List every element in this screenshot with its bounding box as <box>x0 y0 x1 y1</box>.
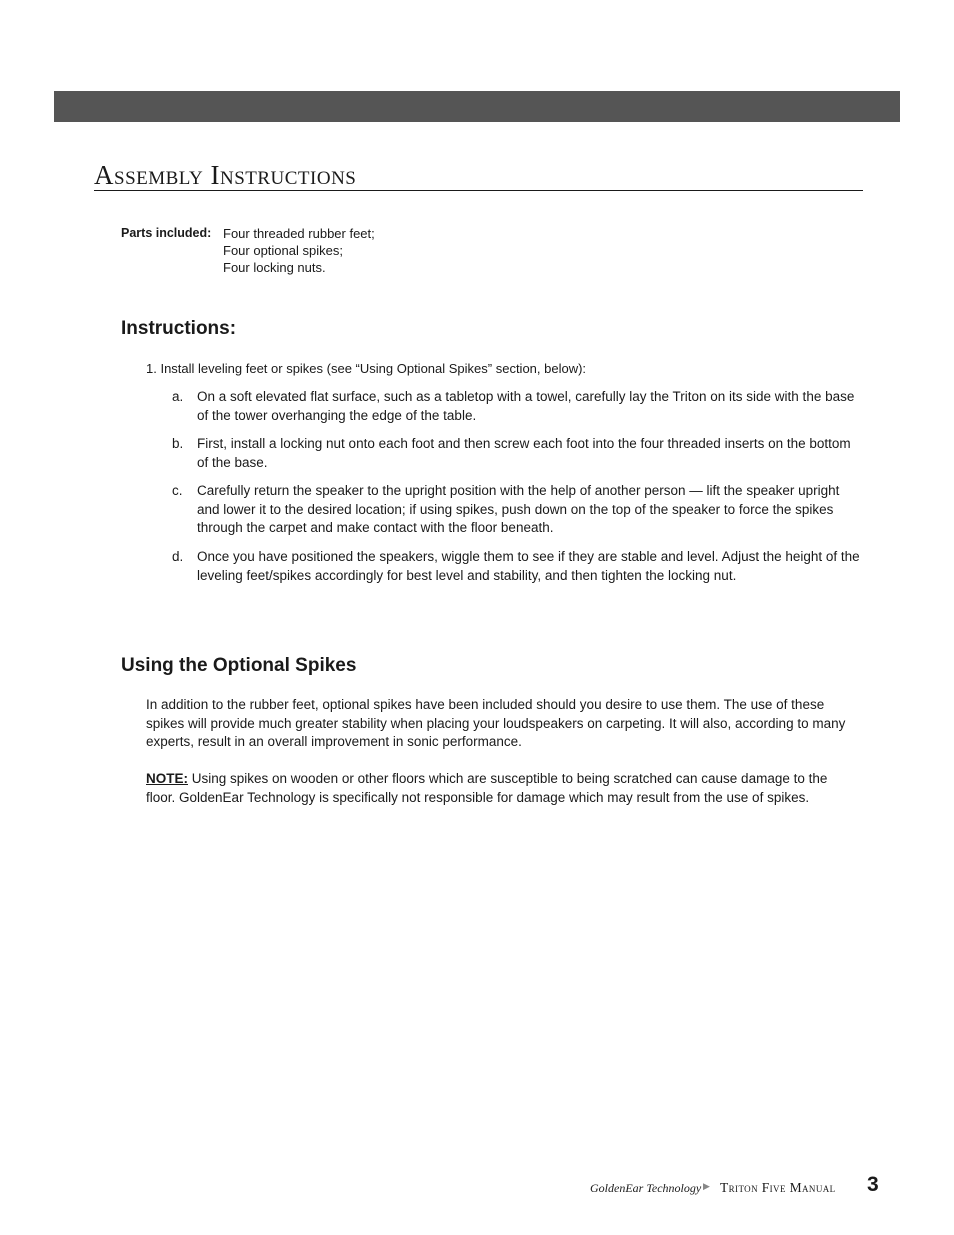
section-title: Assembly Instructions <box>94 160 863 191</box>
parts-item: Four threaded rubber feet; <box>223 226 375 241</box>
spikes-paragraph: In addition to the rubber feet, optional spikes have been included should you desire to use them. The use of these spikes will provide much greater stability when placing your loudspeakers on carpeting. It will also, according to many experts, result in an overall improvement in sonic performance. <box>146 697 846 749</box>
footer-brand: GoldenEar Technology <box>590 1181 702 1195</box>
instructions-heading: Instructions: <box>121 318 237 339</box>
triangle-right-icon: ▶ <box>703 1181 710 1191</box>
note-text: Using spikes on wooden or other floors which are susceptible to being scratched can cause damage to the floor. GoldenEar Technology is specifically not responsible for damage which may result from the use of spikes. <box>146 771 828 805</box>
note-label: NOTE: <box>146 771 188 786</box>
parts-list <box>223 225 375 276</box>
substep-text: On a soft elevated flat surface, such as a tabletop with a towel, carefully lay the Triton on its side with the base of the tower overhanging the edge of the table. <box>197 389 855 423</box>
substep-text: Carefully return the speaker to the upright position with the help of another person — lift the speaker upright and lower it to the desired location; if using spikes, push down on the top of the speaker to force the spikes through the carpet and make contact with the floor beneath. <box>197 483 840 535</box>
header-bar <box>54 91 900 122</box>
parts-item: Four optional spikes; <box>223 243 343 258</box>
parts-item: Four locking nuts. <box>223 260 326 275</box>
footer-manual-title: Triton Five Manual <box>720 1180 836 1195</box>
parts-label: Parts included: <box>121 226 212 240</box>
substep-letter: a. <box>172 389 184 404</box>
step-1: 1. Install leveling feet or spikes (see “Using Optional Spikes” section, below): <box>146 361 587 376</box>
substep-letter: c. <box>172 483 183 498</box>
note-paragraph <box>146 770 856 807</box>
page-number: 3 <box>867 1173 879 1196</box>
substep-text: First, install a locking nut onto each foot and then screw each foot into the four threaded inserts on the bottom of the base. <box>197 436 851 470</box>
spikes-heading: Using the Optional Spikes <box>121 655 357 676</box>
substep-letter: b. <box>172 436 184 451</box>
substep-text: Once you have positioned the speakers, wiggle them to see if they are stable and level. Adjust the height of the leveling feet/spikes accordingly for best level and stability, and then tighten the locking nut. <box>197 549 860 583</box>
substep-letter: d. <box>172 549 184 564</box>
